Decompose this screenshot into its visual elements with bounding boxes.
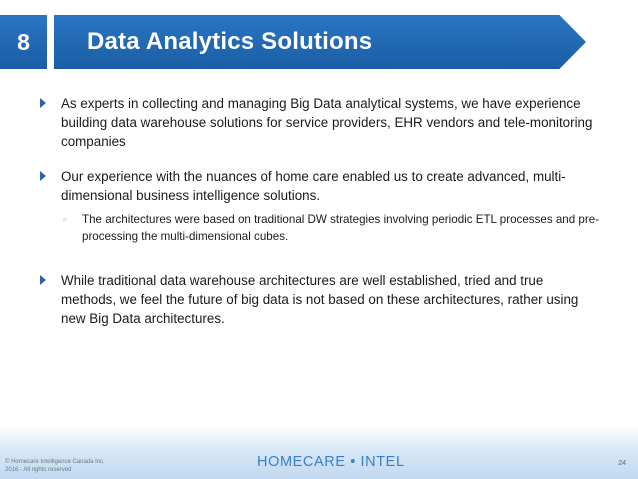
slide-title: Data Analytics Solutions: [87, 28, 373, 55]
bullet-list: [40, 94, 600, 328]
bullet-arrow-icon: [40, 171, 46, 181]
bullet-text: Our experience with the nuances of home care enabled us to create advanced, multi-dimensional business intelligence solutions.: [61, 169, 566, 203]
homecare-intel-logo: HOMECARE • INTEL: [257, 454, 405, 470]
sub-bullet-dot-icon: ▫: [63, 215, 67, 226]
bullet-text: While traditional data warehouse architectures are well established, tried and true methods, we feel the future of big data is not based on these architectures, rather using new Big Data architectures.: [61, 273, 579, 326]
copyright-notice: [5, 458, 165, 474]
slide-number-badge: [0, 15, 47, 69]
copyright-line: © Homecare Intelligence Canada Inc.: [5, 459, 105, 465]
bullet-item: [40, 94, 600, 151]
bullet-arrow-icon: [40, 98, 46, 108]
page-number: 24: [618, 460, 626, 467]
bullet-item: [40, 271, 600, 328]
bullet-item: [40, 167, 600, 205]
sub-bullet-text: The architectures were based on traditional DW strategies involving periodic ETL processes and pre-processing the multi-dimensional cubes.: [82, 213, 600, 243]
sub-bullet-item: [61, 211, 600, 245]
bullet-text: As experts in collecting and managing Big Data analytical systems, we have experience building data warehouse solutions for service providers, EHR vendors and tele-monitoring companies: [61, 96, 593, 149]
bullet-arrow-icon: [40, 275, 46, 285]
copyright-line: 2016 - All rights reserved: [5, 467, 72, 473]
slide-number: 8: [17, 28, 30, 55]
